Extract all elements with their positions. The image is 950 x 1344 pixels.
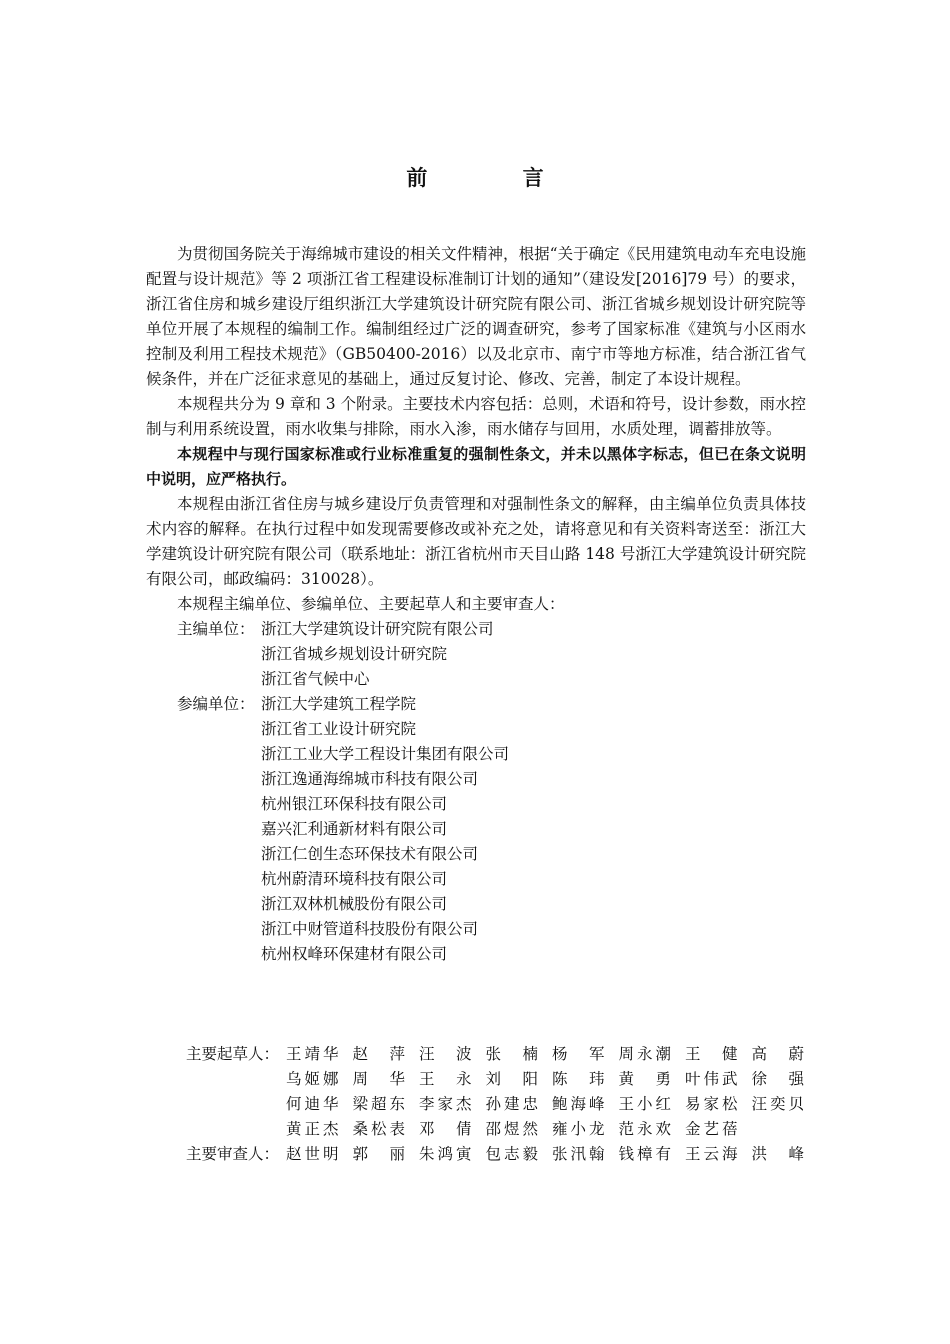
person-name: 刘阳 (485, 1070, 538, 1088)
person-name: 王永 (419, 1070, 472, 1088)
person-name: 王小红 (618, 1095, 671, 1113)
person-name: 包志毅 (485, 1145, 538, 1163)
name-row (286, 1142, 818, 1167)
person-name: 徐强 (751, 1070, 804, 1088)
person-name: 邓倩 (419, 1120, 472, 1138)
preface-body (146, 242, 806, 967)
reviewers (186, 1142, 806, 1167)
person-name: 何迪华 (286, 1095, 339, 1113)
participating-unit-item: 杭州蔚清环境科技有限公司 (261, 870, 448, 888)
name-row (286, 1092, 818, 1117)
reviewers-grid (286, 1142, 818, 1167)
paragraph-contents: 本规程共分为 9 章和 3 个附录。主要技术内容包括：总则，术语和符号，设计参数，雨水控制与利用系统设置，雨水收集与排除，雨水入渗，雨水储存与回用，水质处理，调蓄排放等。 (146, 395, 806, 438)
participating-unit-item: 杭州银江环保科技有限公司 (261, 795, 448, 813)
person-name: 张楠 (485, 1045, 538, 1063)
person-name: 易家松 (685, 1095, 738, 1113)
reviewers-label: 主要审查人： (186, 1145, 280, 1163)
person-name: 汪波 (419, 1045, 472, 1063)
participating-units-label: 参编单位： (177, 695, 255, 713)
person-name: 梁超东 (352, 1095, 405, 1113)
participating-unit-item: 杭州权峰环保建材有限公司 (261, 945, 448, 963)
person-name: 桑松表 (352, 1120, 405, 1138)
person-name: 周永潮 (618, 1045, 671, 1063)
drafters-label: 主要起草人： (186, 1045, 280, 1063)
participating-unit-item: 嘉兴汇利通新材料有限公司 (261, 820, 448, 838)
participating-unit-item: 浙江双林机械股份有限公司 (261, 895, 448, 913)
person-name: 朱鸿寅 (419, 1145, 472, 1163)
person-name: 鲍海峰 (552, 1095, 605, 1113)
paragraph-mandatory-notice: 本规程中与现行国家标准或行业标准重复的强制性条文，并未以黑体字标志，但已在条文说明中说明，应严格执行。 (146, 445, 806, 488)
participating-unit-item: 浙江省工业设计研究院 (261, 720, 417, 738)
person-name: 洪峰 (751, 1145, 804, 1163)
person-name: 郭丽 (352, 1145, 405, 1163)
participating-unit-item: 浙江工业大学工程设计集团有限公司 (261, 745, 510, 763)
chief-units (177, 617, 806, 692)
person-name: 王健 (685, 1045, 738, 1063)
name-row (286, 1067, 818, 1092)
chief-units-label: 主编单位： (177, 620, 255, 638)
people-section (186, 1042, 806, 1167)
person-name: 陈玮 (552, 1070, 605, 1088)
drafters (186, 1042, 806, 1142)
person-name: 赵萍 (352, 1045, 405, 1063)
chief-units-list (261, 617, 494, 692)
name-row (286, 1042, 818, 1067)
person-name: 李家杰 (419, 1095, 472, 1113)
paragraph-units-intro: 本规程主编单位、参编单位、主要起草人和主要审查人： (177, 595, 565, 613)
chief-unit-item: 浙江省城乡规划设计研究院 (261, 645, 448, 663)
chief-unit-item: 浙江省气候中心 (261, 670, 370, 688)
person-name: 雍小龙 (552, 1120, 605, 1138)
person-name: 王靖华 (286, 1045, 339, 1063)
person-name: 范永欢 (618, 1120, 671, 1138)
page-title: 前 言 (406, 165, 588, 190)
person-name: 王云海 (685, 1145, 738, 1163)
person-name: 高蔚 (751, 1045, 804, 1063)
participating-unit-item: 浙江逸通海绵城市科技有限公司 (261, 770, 479, 788)
person-name: 周华 (352, 1070, 405, 1088)
participating-unit-item: 浙江大学建筑工程学院 (261, 695, 417, 713)
person-name: 邵煜然 (485, 1120, 538, 1138)
person-name: 赵世明 (286, 1145, 339, 1163)
person-name: 叶伟武 (685, 1070, 738, 1088)
paragraph-background: 为贯彻国务院关于海绵城市建设的相关文件精神，根据“关于确定《民用建筑电动车充电设施配置与设计规范》等 2 项浙江省工程建设标准制订计划的通知”（建设发[2016]79 号）的要求，浙江省住房和城乡建设厅组织浙江大学建筑设计研究院有限公司、浙江省城乡规划设计研究院等单位开展了本规程的编制工作。编制组经过广泛的调查研究，参考了国家标准《建筑与小区雨水控制及利用工程技术规范》（GB50400-2016）以及北京市、南宁市等地方标准，结合浙江省气候条件，并在广泛征求意见的基础上，通过反复讨论、修改、完善，制定了本设计规程。 (146, 245, 806, 388)
person-name: 张汛翰 (552, 1145, 605, 1163)
person-name: 乌姬娜 (286, 1070, 339, 1088)
chief-unit-item: 浙江大学建筑设计研究院有限公司 (261, 620, 494, 638)
person-name: 黄勇 (618, 1070, 671, 1088)
person-name: 杨军 (552, 1045, 605, 1063)
participating-unit-item: 浙江仁创生态环保技术有限公司 (261, 845, 479, 863)
person-name: 黄正杰 (286, 1120, 339, 1138)
person-name: 钱樟有 (618, 1145, 671, 1163)
participating-units (177, 692, 806, 967)
person-name: 汪奕贝 (751, 1095, 804, 1113)
person-name: 孙建忠 (485, 1095, 538, 1113)
drafters-grid (286, 1042, 818, 1142)
person-name: 金艺蓓 (685, 1120, 738, 1138)
name-row (286, 1117, 818, 1142)
participating-units-list (261, 692, 509, 967)
paragraph-administration: 本规程由浙江省住房与城乡建设厅负责管理和对强制性条文的解释，由主编单位负责具体技术内容的解释。在执行过程中如发现需要修改或补充之处，请将意见和有关资料寄送至：浙江大学建筑设计研究院有限公司（联系地址：浙江省杭州市天目山路 148 号浙江大学建筑设计研究院有限公司，邮政编码：310028）。 (146, 495, 806, 588)
participating-unit-item: 浙江中财管道科技股份有限公司 (261, 920, 479, 938)
